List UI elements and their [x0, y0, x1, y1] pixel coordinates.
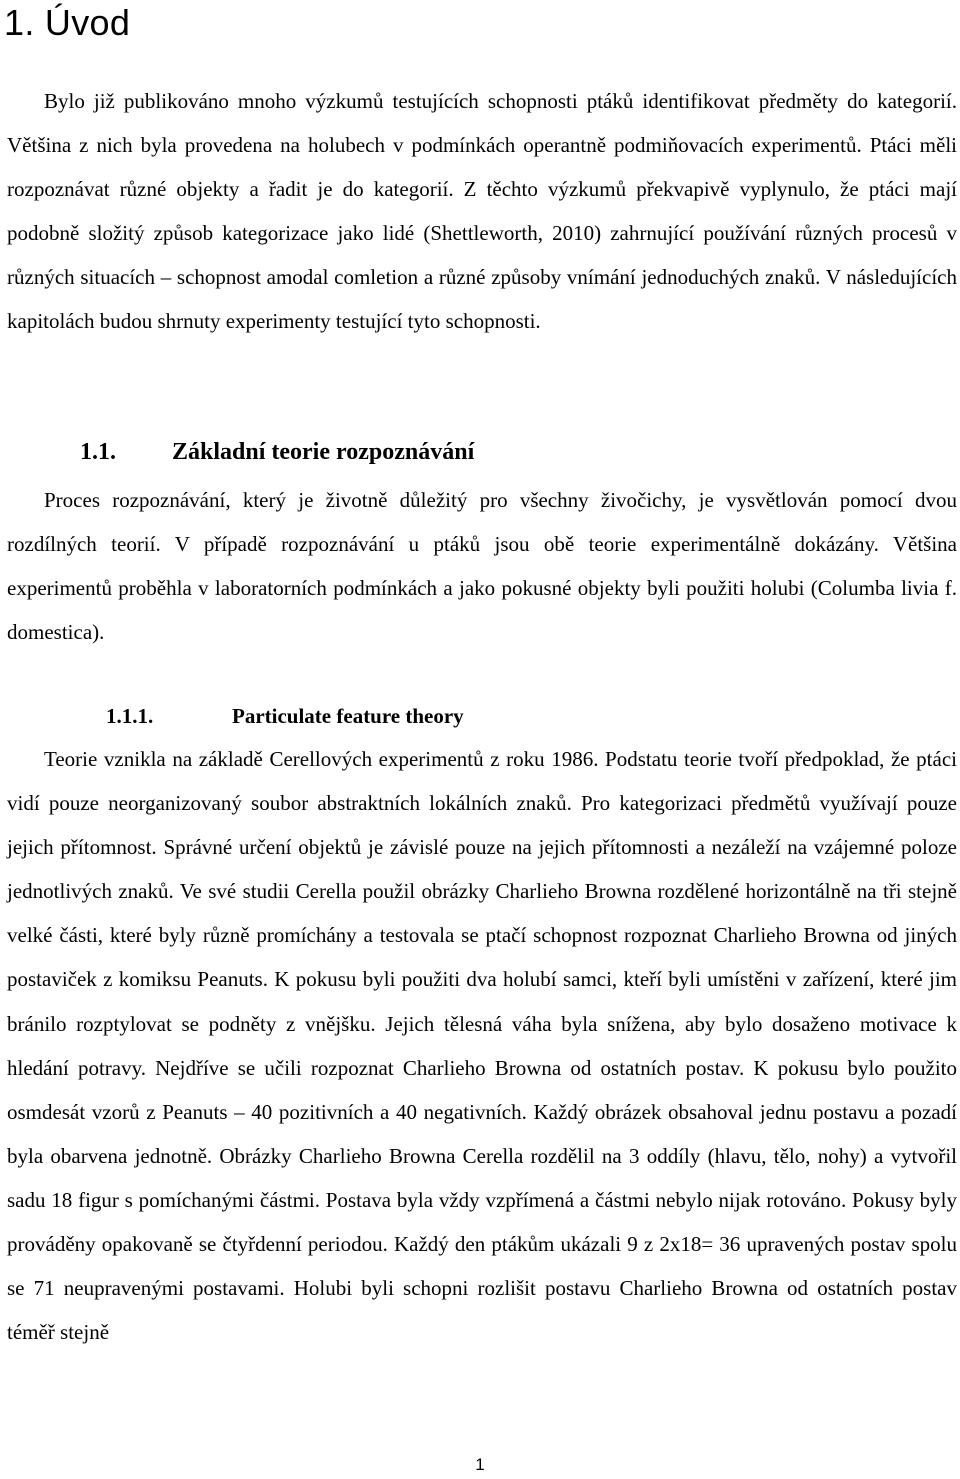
- section-1-1-1-paragraph: Teorie vznikla na základě Cerellových experimentů z roku 1986. Podstatu teorie tvoří předpoklad, že ptáci vidí pouze neorganizovaný soubor abstraktních lokálních znaků. Pro kategorizaci předmětů využívají pouze jejich přítomnost. Správné určení objektů je závislé pouze na jejich přítomnosti a nezáleží na vzájemné poloze jednotlivých znaků. Ve své studii Cerella použil obrázky Charlieho Browna rozdělené horizontálně na tři stejně velké části, které byly různě promíchány a testovala se ptačí schopnost rozpoznat Charlieho Browna od jiných postaviček z komiksu Peanuts. K pokusu byli použiti dva holubí samci, kteří byli umístěni v zařízení, které jim bránilo rozptylovat se podněty z vnějšku. Jejich tělesná váha byla snížena, aby bylo dosaženo motivace k hledání potravy. Nejdříve se učili rozpoznat Charlieho Browna od ostatních postav. K pokusu bylo použito osmdesát vzorů z Peanuts – 40 pozitivních a 40 negativních. Každý obrázek obsahoval jednu postavu a pozadí byla obarvena jednotně. Obrázky Charlieho Browna Cerella rozdělil na 3 oddíly (hlavu, tělo, nohy) a vytvořil sadu 18 figur s pomíchanými částmi. Postava byla vždy vzpřímená a částmi nebylo nijak rotováno. Pokusy byly prováděny opakovaně se čtyřdenní periodou. Každý den ptákům ukázali 9 z 2x18= 36 upravených postav spolu se 71 neupravenými postavami. Holubi byli schopni rozlišit postavu Charlieho Browna od ostatních postav téměř stejně: [7, 747, 957, 1345]
- section-number: 1.1.: [80, 439, 116, 465]
- section-heading-1-1-1: [106, 701, 706, 731]
- section-1-1-paragraph: Proces rozpoznávání, který je životně důležitý pro všechny živočichy, je vysvětlován pomocí dvou rozdílných teorií. V případě rozpoznávání u ptáků jsou obě teorie experimentálně dokázány. Většina experimentů proběhla v laboratorních podmínkách a jako pokusné objekty byli použiti holubi (Columba livia f. domestica).: [7, 488, 957, 645]
- intro-paragraph: Bylo již publikováno mnoho výzkumů testujících schopnosti ptáků identifikovat předměty do kategorií. Většina z nich byla provedena na holubech v podmínkách operantně podmiňovacích experimentů. Ptáci měli rozpoznávat různé objekty a řadit je do kategorií. Z těchto výzkumů překvapivě vyplynulo, že ptáci mají podobně složitý způsob kategorizace jako lidé (Shettleworth, 2010) zahrnující používání různých procesů v různých situacích – schopnost amodal comletion a různé způsoby vnímání jednoduchých znaků. V následujících kapitolách budou shrnuty experimenty testující tyto schopnosti.: [7, 89, 957, 334]
- subsection-title: Particulate feature theory: [232, 704, 464, 728]
- chapter-title: 1. Úvod: [4, 2, 131, 43]
- subsection-number: 1.1.1.: [106, 704, 154, 728]
- page-number: 1: [475, 1455, 485, 1474]
- section-heading-1-1: [80, 437, 680, 469]
- section-title: Základní teorie rozpoznávání: [172, 439, 475, 465]
